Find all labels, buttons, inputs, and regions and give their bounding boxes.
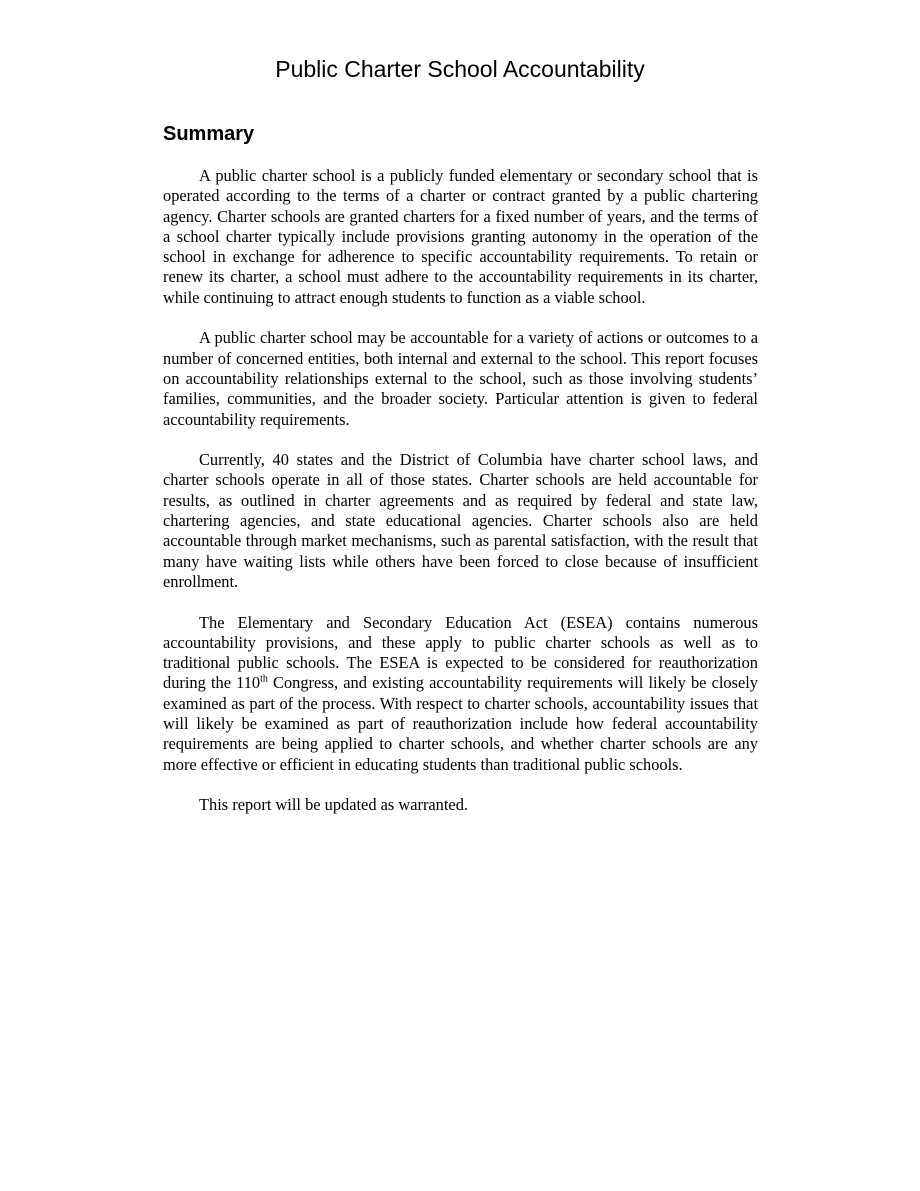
document-title: Public Charter School Accountability: [275, 56, 645, 82]
paragraph-2: A public charter school may be accountable for a variety of actions or outcomes to a number of concerned entities, both internal and external to the school. This report focuses on accountability relationships external to the school, such as those involving students’ families, communities, and the broader society. Particular attention is given to federal accountability requirements.: [163, 328, 758, 429]
paragraph-1: A public charter school is a publicly funded elementary or secondary school that is operated according to the terms of a charter or contract granted by a public chartering agency. Charter schools are granted charters for a fixed number of years, and the terms of a school charter typically include provisions granting autonomy in the operation of the school in exchange for adherence to specific accountability requirements. To retain or renew its charter, a school must adhere to the accountability requirements in its charter, while continuing to attract enough students to function as a viable school.: [163, 166, 758, 307]
summary-body: [163, 166, 758, 816]
paragraph-3: Currently, 40 states and the District of Columbia have charter school laws, and charter schools operate in all of those states. Charter schools are held accountable for results, as outlined in charter agreements and as required by federal and state law, chartering agencies, and state educational agencies. Charter schools also are held accountable through market mechanisms, such as parental satisfaction, with the result that many have waiting lists while others have been forced to close because of insufficient enrollment.: [163, 450, 758, 591]
ordinal-suffix: th: [260, 673, 268, 685]
paragraph-4-part-2: Congress, and existing accountability requirements will likely be closely examined as part of the process. With respect to charter schools, accountability issues that will likely be examined as part of reauthorization include how federal accountability requirements are being applied to charter schools, and whether charter schools are any more effective or efficient in educating students than traditional public schools.: [163, 673, 758, 774]
paragraph-4: [163, 613, 758, 775]
paragraph-4-part-1: The Elementary and Secondary Education Act (ESEA) contains numerous accountability provisions, and these apply to public charter schools as well as to traditional public schools. The ESEA is expected to be considered for reauthorization during the 110: [163, 612, 758, 693]
closing-paragraph: This report will be updated as warranted.: [199, 795, 468, 815]
section-heading-summary: Summary: [163, 123, 255, 145]
